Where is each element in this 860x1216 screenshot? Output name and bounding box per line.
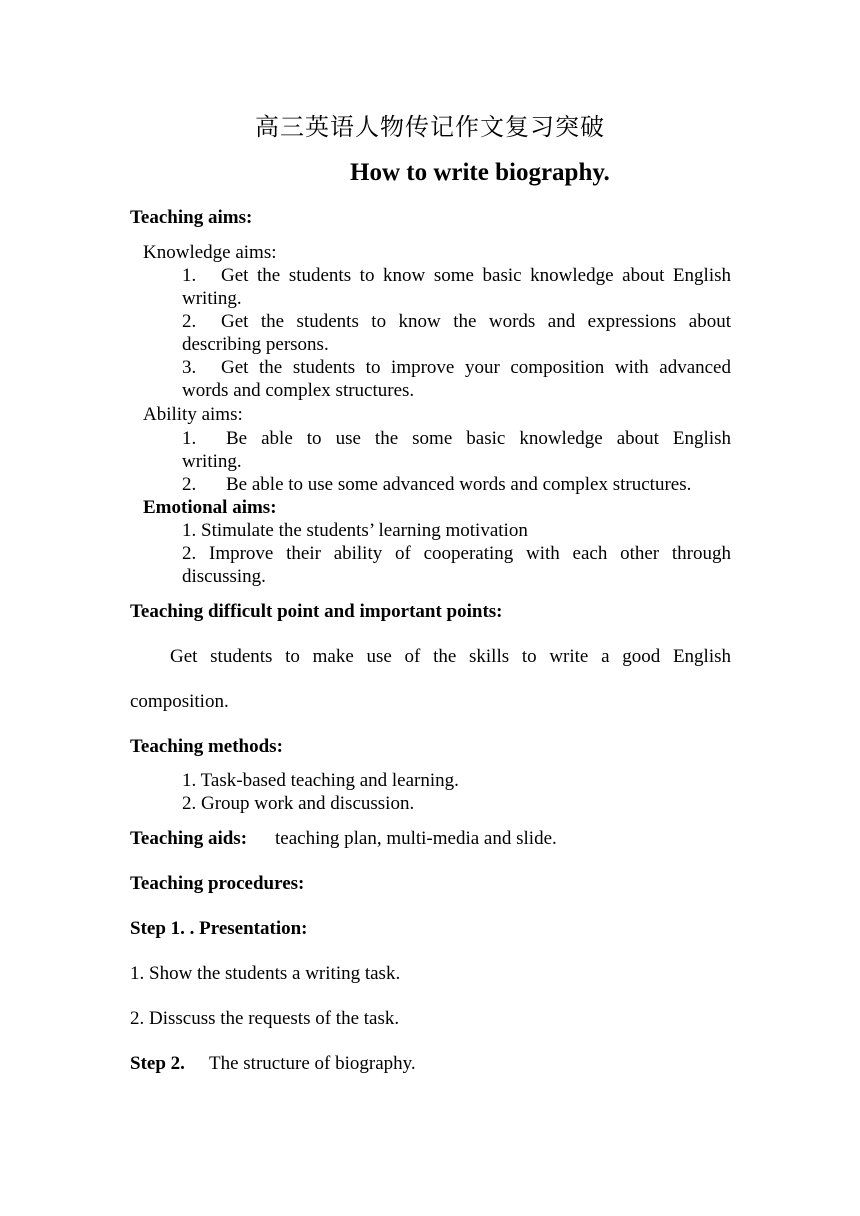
step2-heading: Step 2. <box>130 1053 185 1074</box>
difficult-points-line1: Get students to make use of the skills to write a good English <box>170 646 731 667</box>
emotional-aim-2-line2: discussing. <box>182 566 266 587</box>
step1-item-2: 2. Disscuss the requests of the task. <box>130 1008 400 1029</box>
knowledge-aim-2-line2: describing persons. <box>182 334 329 355</box>
step1-heading: Step 1. . Presentation: <box>130 918 308 939</box>
step1-item-1: 1. Show the students a writing task. <box>130 963 401 984</box>
method-item-1: 1. Task-based teaching and learning. <box>182 770 459 791</box>
emotional-aims-label: Emotional aims: <box>143 497 277 518</box>
knowledge-aim-1-line1: 1. Get the students to know some basic knowledge about English <box>182 265 731 286</box>
document-title-english: How to write biography. <box>350 159 610 186</box>
ability-aims-label: Ability aims: <box>143 404 243 425</box>
ability-aim-1-line1: 1. Be able to use the some basic knowledge about English <box>182 428 731 449</box>
document-title-chinese: 高三英语人物传记作文复习突破 <box>255 113 605 141</box>
emotional-aim-1: 1. Stimulate the students’ learning motivation <box>182 520 528 541</box>
knowledge-aim-3-line1: 3. Get the students to improve your composition with advanced <box>182 357 731 378</box>
step2-text: The structure of biography. <box>209 1053 416 1074</box>
knowledge-aim-3-line2: words and complex structures. <box>182 380 415 401</box>
teaching-procedures-heading: Teaching procedures: <box>130 873 305 894</box>
teaching-aims-heading: Teaching aims: <box>130 207 253 228</box>
ability-aim-1-line2: writing. <box>182 451 242 472</box>
knowledge-aim-2-line1: 2. Get the students to know the words and expressions about <box>182 311 731 332</box>
knowledge-aim-1-line2: writing. <box>182 288 242 309</box>
ability-aim-2: 2. Be able to use some advanced words and complex structures. <box>182 474 692 495</box>
emotional-aim-2-line1: 2. Improve their ability of cooperating with each other through <box>182 543 731 564</box>
knowledge-aims-label: Knowledge aims: <box>143 242 277 263</box>
method-item-2: 2. Group work and discussion. <box>182 793 415 814</box>
teaching-methods-heading: Teaching methods: <box>130 736 283 757</box>
teaching-aids-text: teaching plan, multi-media and slide. <box>275 828 557 849</box>
difficult-points-heading: Teaching difficult point and important points: <box>130 601 503 622</box>
teaching-aids-heading: Teaching aids: <box>130 828 248 849</box>
difficult-points-line2: composition. <box>130 691 229 712</box>
